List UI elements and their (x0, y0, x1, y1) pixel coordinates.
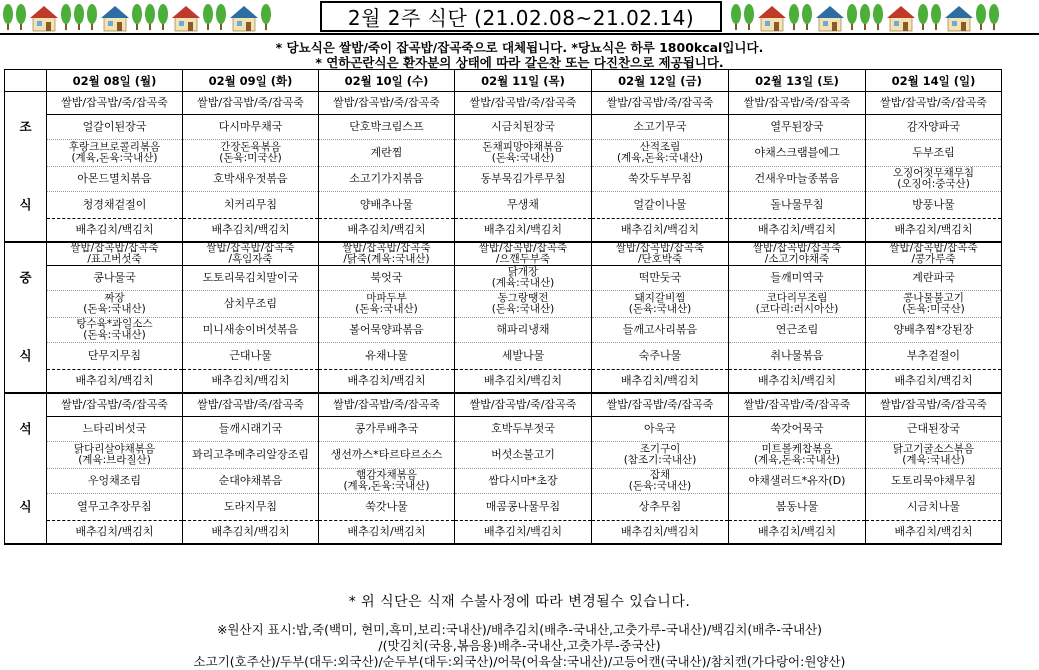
tree-icon (87, 4, 97, 24)
menu-item: 쌀밥/잡곡밥/잡곡죽 /흑임자죽 (183, 242, 319, 266)
origin-line: /(맛김치(국용,볶음용)배추-국내산,고춧가루-중국산) (378, 638, 661, 653)
menu-item: 배추김치/백김치 (592, 219, 729, 243)
tree-icon (216, 4, 226, 24)
meal-label-spacer (5, 442, 47, 469)
menu-item: 돈채피망야채볶음 (돈육:국내산) (455, 140, 592, 167)
menu-item: 느타리버섯국 (47, 417, 183, 442)
day-header: 02월 08일 (월) (47, 70, 183, 92)
menu-item: 배추김치/백김치 (47, 521, 183, 545)
menu-item: 도토리묵야채무침 (866, 469, 1002, 494)
menu-item: 떡만둣국 (592, 266, 729, 291)
dinner-row (5, 521, 1002, 545)
menu-item: 해파리냉채 (455, 318, 592, 343)
dinner-row (5, 494, 1002, 521)
menu-item: 소고기가지볶음 (319, 167, 455, 192)
menu-item: 쌀밥/잡곡밥/잡곡죽 /콩가루죽 (866, 242, 1002, 266)
house-icon (104, 17, 126, 31)
menu-item: 쌀밥/잡곡밥/죽/잡곡죽 (455, 393, 592, 417)
breakfast-row (5, 92, 1002, 115)
menu-item: 북엇국 (319, 266, 455, 291)
window-icon (237, 21, 242, 26)
tree-icon (860, 4, 870, 24)
menu-item: 배추김치/백김치 (183, 219, 319, 243)
house-icon (761, 17, 783, 31)
door-icon (246, 22, 251, 31)
tree-icon (261, 4, 271, 24)
meal-label-spacer (5, 291, 47, 318)
roof-icon (172, 6, 200, 18)
menu-item: 쌀밥/잡곡밥/죽/잡곡죽 (183, 92, 319, 115)
menu-item: 봄동나물 (729, 494, 866, 521)
page-header (0, 0, 1039, 36)
menu-item: 콩나물불고기 (돈육:미국산) (866, 291, 1002, 318)
origin-line: 소고기(호주산)/두부(대두:외국산)/순두부(대두:외국산)/어묵(어육살:국내산)/고등어캔(국내산)/참치캔(가다랑어:원양산) (193, 654, 846, 669)
menu-item: 조기구이 (참조기:국내산) (592, 442, 729, 469)
menu-item: 배추김치/백김치 (866, 219, 1002, 243)
menu-item: 쑥갓나물 (319, 494, 455, 521)
menu-item: 배추김치/백김치 (729, 521, 866, 545)
menu-item: 들깨시래기국 (183, 417, 319, 442)
menu-item: 탕수육*과일소스 (돈육:국내산) (47, 318, 183, 343)
menu-item: 얼갈이나물 (592, 192, 729, 219)
tree-icon (3, 4, 13, 24)
menu-item: 닭개장 (계육:국내산) (455, 266, 592, 291)
meal-label: 식 (5, 343, 47, 370)
roof-icon (758, 6, 786, 18)
menu-item: 배추김치/백김치 (729, 219, 866, 243)
menu-item: 호박새우젓볶음 (183, 167, 319, 192)
day-header: 02월 09일 (화) (183, 70, 319, 92)
menu-item: 열무고추장무침 (47, 494, 183, 521)
menu-item: 감자양파국 (866, 115, 1002, 140)
tree-icon (976, 4, 986, 24)
menu-item: 배추김치/백김치 (319, 370, 455, 394)
menu-item: 두부조림 (866, 140, 1002, 167)
menu-item: 다시마무채국 (183, 115, 319, 140)
menu-item: 돼지갈비찜 (돈육:국내산) (592, 291, 729, 318)
dysphagia-notice: * 연하곤란식은 환자분의 상태에 따라 갈은찬 또는 다진찬으로 제공됩니다. (315, 55, 724, 70)
lunch-row (5, 266, 1002, 291)
meal-label: 식 (5, 494, 47, 521)
menu-item: 방풍나물 (866, 192, 1002, 219)
menu-item: 쌀밥/잡곡밥/죽/잡곡죽 (47, 393, 183, 417)
menu-item: 연근조림 (729, 318, 866, 343)
menu-item: 쌀밥/잡곡밥/죽/잡곡죽 (729, 393, 866, 417)
menu-item: 닭고기굴소스볶음 (계육:국내산) (866, 442, 1002, 469)
menu-item: 오징어젓무채무침 (오징어:중국산) (866, 167, 1002, 192)
menu-item: 우엉채조림 (47, 469, 183, 494)
day-header: 02월 14일 (일) (866, 70, 1002, 92)
door-icon (117, 22, 122, 31)
diabetic-notice: * 당뇨식은 쌀밥/죽이 잡곡밥/잡곡죽으로 대체됩니다. *당뇨식은 하루 1800kcal입니다. (275, 40, 764, 55)
menu-item: 매콤콩나물무침 (455, 494, 592, 521)
lunch-row (5, 343, 1002, 370)
menu-item: 배추김치/백김치 (319, 521, 455, 545)
door-icon (832, 22, 837, 31)
menu-item: 쑥갓어묵국 (729, 417, 866, 442)
menu-item: 배추김치/백김치 (866, 370, 1002, 394)
dinner-row (5, 417, 1002, 442)
menu-item: 쌀밥/잡곡밥/잡곡죽 /닭죽(계육:국내산) (319, 242, 455, 266)
menu-item: 콩가루배추국 (319, 417, 455, 442)
lunch-row (5, 242, 1002, 266)
window-icon (108, 21, 113, 26)
menu-item: 호박두부젓국 (455, 417, 592, 442)
menu-item: 유채나물 (319, 343, 455, 370)
tree-icon (16, 4, 26, 24)
roof-icon (230, 6, 258, 18)
breakfast-row (5, 167, 1002, 192)
tree-icon (918, 4, 928, 24)
day-header-row (5, 70, 1002, 92)
tree-icon (145, 4, 155, 24)
menu-item: 미트볼케찹볶음 (계육,돈육:국내산) (729, 442, 866, 469)
menu-item: 쌀밥/잡곡밥/잡곡죽 /으깬두부죽 (455, 242, 592, 266)
window-icon (179, 21, 184, 26)
meal-label-spacer (5, 242, 47, 266)
window-icon (765, 21, 770, 26)
menu-item: 아욱국 (592, 417, 729, 442)
menu-item: 도토리묵김치말이국 (183, 266, 319, 291)
roof-icon (816, 6, 844, 18)
meal-label-spacer (5, 92, 47, 115)
menu-item: 배추김치/백김치 (592, 521, 729, 545)
menu-item: 동부묵김가루무침 (455, 167, 592, 192)
roof-icon (887, 6, 915, 18)
menu-item: 청경채겉절이 (47, 192, 183, 219)
menu-item: 마파두부 (돈육:국내산) (319, 291, 455, 318)
menu-item: 배추김치/백김치 (729, 370, 866, 394)
menu-item: 버섯소불고기 (455, 442, 592, 469)
tree-icon (132, 4, 142, 24)
dinner-row (5, 469, 1002, 494)
menu-item: 쌀밥/잡곡밥/죽/잡곡죽 (866, 92, 1002, 115)
house-icon (233, 17, 255, 31)
menu-item: 배추김치/백김치 (455, 370, 592, 394)
day-header: 02월 13일 (토) (729, 70, 866, 92)
menu-item: 쌀밥/잡곡밥/잡곡죽 /소고기야채죽 (729, 242, 866, 266)
menu-item: 근대나물 (183, 343, 319, 370)
tree-icon (847, 4, 857, 24)
window-icon (952, 21, 957, 26)
menu-item: 동그랑땡전 (돈육:국내산) (455, 291, 592, 318)
menu-item: 햄감자채볶음 (계육,돈육:국내산) (319, 469, 455, 494)
village-decoration-left (0, 0, 310, 34)
change-notice: * 위 식단은 식재 수불사정에 따라 변경될수 있습니다. (348, 594, 691, 610)
roof-icon (945, 6, 973, 18)
menu-item: 꽈리고추메추리알장조림 (183, 442, 319, 469)
house-icon (819, 17, 841, 31)
menu-item: 배추김치/백김치 (592, 370, 729, 394)
menu-item: 돌나물무침 (729, 192, 866, 219)
menu-item: 얼갈이된장국 (47, 115, 183, 140)
menu-item: 야채샐러드*유자(D) (729, 469, 866, 494)
menu-item: 도라지무침 (183, 494, 319, 521)
tree-icon (873, 4, 883, 24)
menu-item: 닭다리살야채볶음 (계육:브라질산) (47, 442, 183, 469)
menu-item: 쌀밥/잡곡밥/죽/잡곡죽 (183, 393, 319, 417)
menu-item: 쌀밥/잡곡밥/죽/잡곡죽 (729, 92, 866, 115)
menu-item: 배추김치/백김치 (47, 219, 183, 243)
door-icon (903, 22, 908, 31)
door-icon (774, 22, 779, 31)
day-header: 02월 12일 (금) (592, 70, 729, 92)
meal-label-spacer (5, 140, 47, 167)
menu-item: 세발나물 (455, 343, 592, 370)
menu-item: 배추김치/백김치 (183, 521, 319, 545)
menu-item: 부추겉절이 (866, 343, 1002, 370)
meal-label-spacer (5, 370, 47, 394)
menu-item: 쌀밥/잡곡밥/죽/잡곡죽 (592, 393, 729, 417)
corner-cell (5, 70, 47, 92)
meal-label-spacer (5, 393, 47, 417)
house-icon (948, 17, 970, 31)
tree-icon (158, 4, 168, 24)
house-icon (890, 17, 912, 31)
menu-item: 산적조림 (계육,돈육:국내산) (592, 140, 729, 167)
house-icon (175, 17, 197, 31)
menu-item: 간장돈육볶음 (돈육:미국산) (183, 140, 319, 167)
menu-item: 숙주나물 (592, 343, 729, 370)
menu-item: 쌀밥/잡곡밥/죽/잡곡죽 (47, 92, 183, 115)
menu-item: 소고기무국 (592, 115, 729, 140)
menu-item: 계란찜 (319, 140, 455, 167)
day-header: 02월 10일 (수) (319, 70, 455, 92)
menu-item: 건새우마늘종볶음 (729, 167, 866, 192)
day-header: 02월 11일 (목) (455, 70, 592, 92)
menu-item: 들깨미역국 (729, 266, 866, 291)
menu-item: 근대된장국 (866, 417, 1002, 442)
tree-icon (731, 4, 741, 24)
menu-item: 쌀밥/잡곡밥/죽/잡곡죽 (592, 92, 729, 115)
header-divider (0, 33, 1039, 35)
dinner-row (5, 393, 1002, 417)
menu-item: 후랑크브로콜리볶음 (계육,돈육:국내산) (47, 140, 183, 167)
menu-item: 쑥갓두부무침 (592, 167, 729, 192)
weekly-menu-table (4, 69, 1002, 545)
menu-item: 들깨고사리볶음 (592, 318, 729, 343)
menu-item: 양배추나물 (319, 192, 455, 219)
menu-item: 계란파국 (866, 266, 1002, 291)
meal-label-spacer (5, 219, 47, 243)
menu-item: 잡채 (돈육:국내산) (592, 469, 729, 494)
meal-label-spacer (5, 469, 47, 494)
door-icon (961, 22, 966, 31)
menu-item: 배추김치/백김치 (319, 219, 455, 243)
menu-item: 열무된장국 (729, 115, 866, 140)
tree-icon (789, 4, 799, 24)
menu-item: 짜장 (돈육:국내산) (47, 291, 183, 318)
roof-icon (101, 6, 129, 18)
menu-item: 삼치무조림 (183, 291, 319, 318)
menu-item: 순대야채볶음 (183, 469, 319, 494)
tree-icon (931, 4, 941, 24)
window-icon (823, 21, 828, 26)
breakfast-row (5, 219, 1002, 243)
menu-item: 코다리무조림 (코다리:러시아산) (729, 291, 866, 318)
menu-item: 취나물볶음 (729, 343, 866, 370)
window-icon (37, 21, 42, 26)
menu-item: 시금치나물 (866, 494, 1002, 521)
menu-item: 쌀밥/잡곡밥/죽/잡곡죽 (455, 92, 592, 115)
lunch-row (5, 318, 1002, 343)
menu-item: 콩나물국 (47, 266, 183, 291)
origin-line: ※원산지 표시:밥,죽(백미, 현미,흑미,보리:국내산)/배추김치(배추-국내산,고춧가루-국내산)/백김치(배추-국내산) (216, 622, 823, 637)
menu-item: 배추김치/백김치 (47, 370, 183, 394)
menu-item: 단호박크림스프 (319, 115, 455, 140)
menu-item: 볼어묵양파볶음 (319, 318, 455, 343)
menu-item: 미니새송이버섯볶음 (183, 318, 319, 343)
menu-item: 쌀밥/잡곡밥/죽/잡곡죽 (866, 393, 1002, 417)
menu-item: 상추무침 (592, 494, 729, 521)
meal-label-spacer (5, 521, 47, 545)
meal-label-spacer (5, 167, 47, 192)
tree-icon (744, 4, 754, 24)
menu-item: 야채스크램블에그 (729, 140, 866, 167)
meal-label: 식 (5, 192, 47, 219)
roof-icon (30, 6, 58, 18)
tree-icon (203, 4, 213, 24)
dinner-row (5, 442, 1002, 469)
menu-item: 무생채 (455, 192, 592, 219)
menu-item: 양배추찜*강된장 (866, 318, 1002, 343)
breakfast-row (5, 115, 1002, 140)
meal-label: 중 (5, 266, 47, 291)
meal-label: 석 (5, 417, 47, 442)
menu-item: 배추김치/백김치 (455, 219, 592, 243)
menu-item: 배추김치/백김치 (455, 521, 592, 545)
tree-icon (802, 4, 812, 24)
menu-item: 단무지무침 (47, 343, 183, 370)
menu-item: 배추김치/백김치 (866, 521, 1002, 545)
menu-item: 쌀밥/잡곡밥/죽/잡곡죽 (319, 393, 455, 417)
menu-item: 배추김치/백김치 (183, 370, 319, 394)
menu-item: 쌀밥/잡곡밥/죽/잡곡죽 (319, 92, 455, 115)
menu-item: 생선까스*타르타르소스 (319, 442, 455, 469)
menu-item: 쌈다시마*초장 (455, 469, 592, 494)
menu-item: 아몬드멸치볶음 (47, 167, 183, 192)
door-icon (46, 22, 51, 31)
meal-label-spacer (5, 318, 47, 343)
lunch-row (5, 370, 1002, 394)
breakfast-row (5, 140, 1002, 167)
tree-icon (74, 4, 84, 24)
tree-icon (989, 4, 999, 24)
lunch-row (5, 291, 1002, 318)
tree-icon (61, 4, 71, 24)
window-icon (894, 21, 899, 26)
breakfast-row (5, 192, 1002, 219)
menu-item: 쌀밥/잡곡밥/잡곡죽 /표고버섯죽 (47, 242, 183, 266)
village-decoration-right (728, 0, 1038, 34)
menu-item: 시금치된장국 (455, 115, 592, 140)
house-icon (33, 17, 55, 31)
menu-item: 치커리무침 (183, 192, 319, 219)
menu-item: 쌀밥/잡곡밥/잡곡죽 /단호박죽 (592, 242, 729, 266)
door-icon (188, 22, 193, 31)
page-title: 2월 2주 식단 (21.02.08~21.02.14) (320, 1, 722, 32)
meal-label: 조 (5, 115, 47, 140)
